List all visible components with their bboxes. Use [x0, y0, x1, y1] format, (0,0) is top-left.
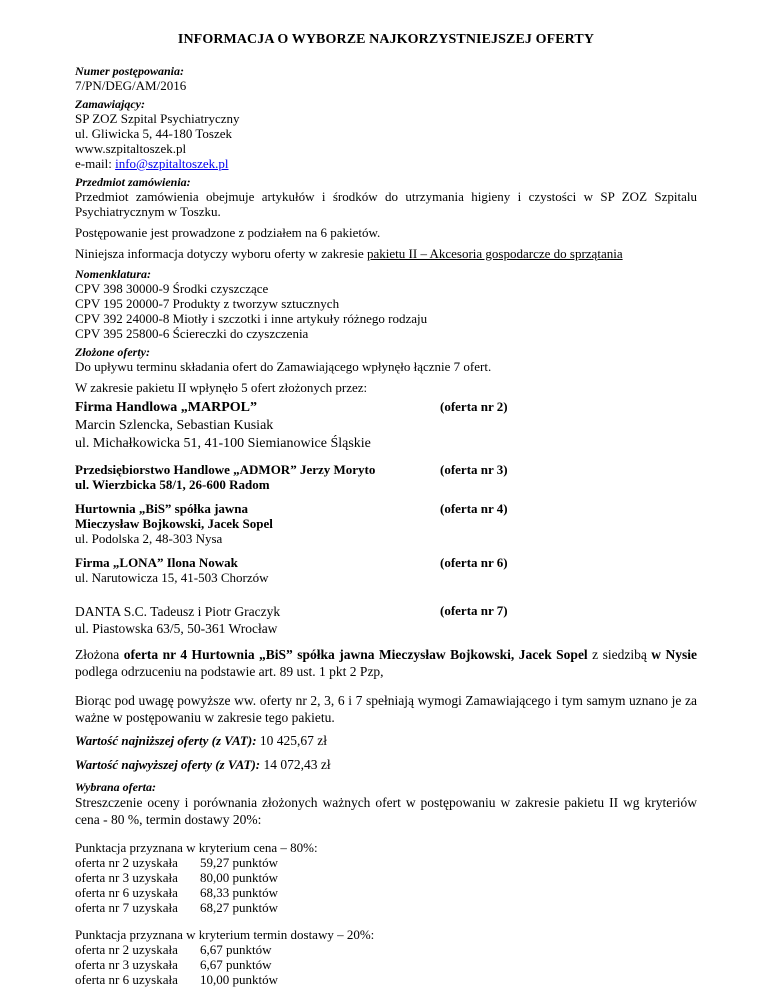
dotyczy-pakiet: pakietu II – Akcesoria gospodarcze do sprzątania [367, 246, 623, 261]
wazne-paragraph: Biorąc pod uwagę powyższe ww. oferty nr 2, 3, 6 i 7 spełniają wymogi Zamawiającego i tym samym uznano je za ważne w postępowaniu w zakresie tego pakietu. [75, 693, 697, 725]
cpv-item: CPV 392 24000-8 Miotły i szczotki i inne artykuły różnego rodzaju [75, 311, 428, 326]
offer-people: Marcin Szlencka, Sebastian Kusiak [75, 418, 274, 433]
offer-company: Hurtownia „BiS” spółka jawna [75, 501, 249, 516]
offer-2 [75, 399, 697, 453]
zamawiajacy-name: SP ZOZ Szpital Psychiatryczny [75, 111, 240, 126]
section-zamawiajacy [75, 97, 697, 171]
offer-number: (oferta nr 6) [440, 555, 508, 570]
label-zamawiajacy: Zamawiający: [75, 97, 145, 111]
offer-number: (oferta nr 2) [440, 399, 508, 414]
cpv-item: CPV 195 20000-7 Produkty z tworzyw sztucznych [75, 296, 340, 311]
offer-7 [75, 603, 697, 637]
section-zlozone [75, 345, 697, 395]
document-title: INFORMACJA O WYBORZE NAJKORZYSTNIEJSZEJ OFERTY [177, 32, 595, 47]
offer-address: ul. Wierzbicka 58/1, 26-600 Radom [75, 477, 270, 492]
offer-3 [75, 462, 697, 492]
score-row: oferta nr 7 uzyskała 68,27 punktów [75, 900, 278, 915]
section-numer [75, 64, 697, 93]
label-przedmiot: Przedmiot zamówienia: [75, 175, 191, 189]
offer-number: (oferta nr 7) [440, 603, 508, 618]
termin-header: Punktacja przyznana w kryterium termin dostawy – 20%: [75, 927, 375, 942]
przedmiot-dotyczy [75, 246, 697, 261]
scores-cena [75, 840, 697, 915]
offer-people: Mieczysław Bojkowski, Jacek Sopel [75, 516, 273, 531]
label-nomenklatura: Nomenklatura: [75, 267, 152, 281]
offer-company: DANTA S.C. Tadeusz i Piotr Graczyk [75, 604, 281, 619]
zlozone-line2: W zakresie pakietu II wpłynęło 5 ofert złożonych przez: [75, 380, 368, 395]
score-row: oferta nr 3 uzyskała 80,00 punktów [75, 870, 278, 885]
email-prefix: e-mail: [75, 156, 116, 171]
label-zlozone: Złożone oferty: [75, 345, 150, 359]
offer-company: Przedsiębiorstwo Handlowe „ADMOR” Jerzy Moryto [75, 462, 376, 477]
score-row: oferta nr 3 uzyskała 6,67 punktów [75, 957, 272, 972]
offer-number: (oferta nr 3) [440, 462, 508, 477]
offer-address: ul. Piastowska 63/5, 50-361 Wrocław [75, 621, 278, 636]
score-row: oferta nr 2 uzyskała 6,67 punktów [75, 942, 272, 957]
section-przedmiot [75, 175, 697, 261]
przedmiot-pakiety: Postępowanie jest prowadzone z podziałem na 6 pakietów. [75, 225, 381, 240]
offer-address: ul. Narutowicza 15, 41-503 Chorzów [75, 570, 269, 585]
score-row: oferta nr 2 uzyskała 59,27 punktów [75, 855, 278, 870]
offer-6 [75, 555, 697, 585]
przedmiot-text: Przedmiot zamówienia obejmuje artykułów i środków do utrzymania higieny i czystości w SP ZOZ Szpitalu Psychiatrycznym w Toszku. [75, 189, 697, 219]
cpv-item: CPV 395 25800-6 Ściereczki do czyszczenia [75, 326, 309, 341]
email-link[interactable]: info@szpitaltoszek.pl [115, 156, 229, 171]
offer-address: ul. Podolska 2, 48-303 Nysa [75, 531, 223, 546]
label-wybrana: Wybrana oferta: [75, 780, 156, 794]
wybrana-text: Streszczenie oceny i porównania złożonych ważnych ofert w postępowaniu w zakresie pakietu II wg kryteriów cena - 80 %, termin dostawy 20%: [75, 795, 697, 827]
zamawiajacy-www: www.szpitaltoszek.pl [75, 141, 187, 156]
offer-company: Firma Handlowa „MARPOL” [75, 400, 257, 415]
section-nomenklatura [75, 267, 697, 341]
cena-header: Punktacja przyznana w kryterium cena – 80%: [75, 840, 318, 855]
dotyczy-prefix: Niniejsza informacja dotyczy wyboru oferty w zakresie [75, 246, 368, 261]
label-najwyzsza: Wartość najwyższej oferty (z VAT): [75, 757, 261, 772]
score-row: oferta nr 6 uzyskała 68,33 punktów [75, 885, 278, 900]
cpv-item: CPV 398 30000-9 Środki czyszczące [75, 281, 269, 296]
section-wybrana [75, 780, 697, 828]
offer-4 [75, 501, 697, 546]
label-najnizsza: Wartość najniższej oferty (z VAT): [75, 733, 257, 748]
score-row: oferta nr 6 uzyskała 10,00 punktów [75, 972, 278, 987]
offer-address: ul. Michałkowicka 51, 41-100 Siemianowice Śląskie [75, 436, 371, 451]
label-numer: Numer postępowania: [75, 64, 185, 78]
scores-termin [75, 927, 697, 987]
offer-number: (oferta nr 4) [440, 501, 508, 516]
offer-company: Firma „LONA” Ilona Nowak [75, 555, 238, 570]
najwyzsza-line [75, 756, 697, 774]
value-najnizsza: 10 425,67 zł [256, 733, 328, 748]
zamawiajacy-email-line [75, 156, 697, 171]
zamawiajacy-address: ul. Gliwicka 5, 44-180 Toszek [75, 126, 232, 141]
najnizsza-line [75, 732, 697, 750]
zlozone-line1: Do upływu terminu składania ofert do Zamawiającego wpłynęło łącznie 7 ofert. [75, 359, 492, 374]
value-najwyzsza: 14 072,43 zł [260, 757, 331, 772]
document-page [75, 32, 697, 987]
odrzucenie-paragraph: Złożona oferta nr 4 Hurtownia „BiS” spółka jawna Mieczysław Bojkowski, Jacek Sopel z siedzibą w Nysie podlega odrzuceniu na podstawie art. 89 ust. 1 pkt 2 Pzp, [75, 647, 698, 679]
value-numer: 7/PN/DEG/AM/2016 [75, 78, 187, 93]
